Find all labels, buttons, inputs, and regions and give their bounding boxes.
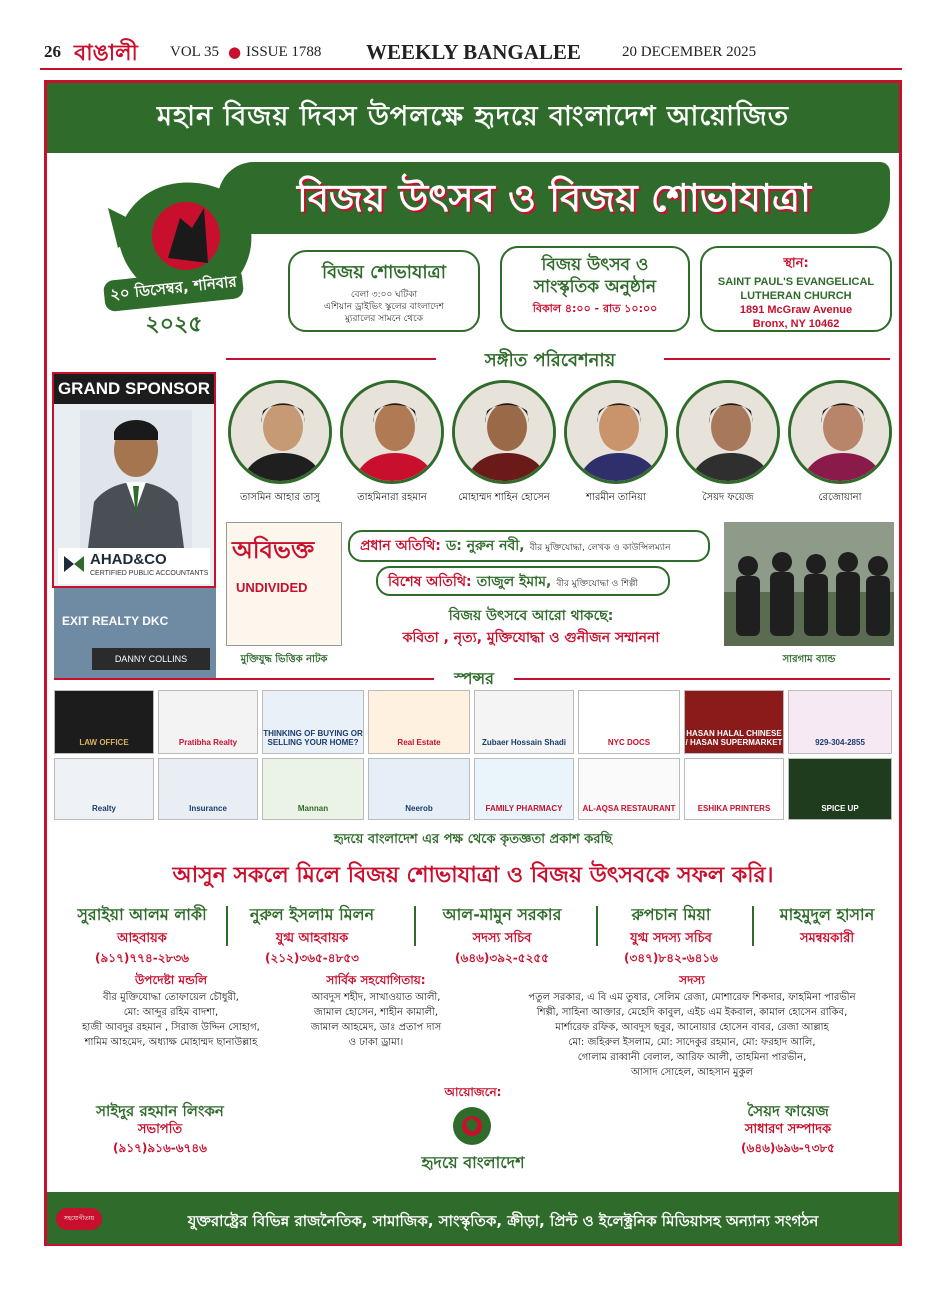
organizer-name: মাহমুদুল হাসান bbox=[779, 905, 875, 924]
organizer-name: সুরাইয়া আলম লাকী bbox=[77, 905, 207, 924]
organizer-phone: (৬৪৬)৩৯২-৫২৫৫ bbox=[455, 951, 549, 965]
sponsor-ad bbox=[684, 758, 784, 820]
sponsor-ad bbox=[54, 690, 154, 754]
procession-line: এশিয়ান ড্রাইভিং স্কুলের বাংলাদেশ bbox=[324, 302, 444, 312]
organizer-phone: (৩৪৭)৮৪২-৬৪১৬ bbox=[624, 951, 718, 965]
sponsor-ad bbox=[368, 690, 470, 754]
member-line: মার্শারেফ রফিক, আবদুস ছবুর, আনোয়ার হোসেন বাবর, রেজা আল্লাহ bbox=[555, 1022, 829, 1033]
general-secretary-name: সৈয়দ ফায়েজ bbox=[747, 1102, 829, 1120]
procession-box bbox=[288, 250, 480, 332]
cooperation-line: আবদুস শহীদ, সাখাওয়াত আলী, bbox=[311, 992, 441, 1003]
sponsor-ad-label: HASAN HALAL CHINESE / HASAN SUPERMARKET bbox=[685, 729, 783, 747]
singer-name: তাসমিন আহার তাসু bbox=[239, 492, 321, 503]
sponsor-ad-label: SPICE UP bbox=[821, 804, 859, 813]
organizer-logo-icon bbox=[444, 1104, 500, 1148]
slogan: আসুন সকলে মিলে বিজয় শোভাযাত্রা ও বিজয় উৎসবকে সফল করি। bbox=[172, 863, 774, 888]
realtor-name: DANNY COLLINS bbox=[92, 648, 210, 670]
member-line: গোলাম রাব্বানী বেলাল, আরিফ আলী, তাহমিনা পারভীন, bbox=[577, 1052, 807, 1063]
members-title: সদস্য bbox=[679, 973, 705, 987]
sponsor-ad bbox=[474, 758, 574, 820]
sponsor-ad bbox=[262, 690, 364, 754]
sponsor-company: AHAD&CO bbox=[90, 551, 167, 568]
organizer-role: সমন্বয়কারী bbox=[799, 931, 855, 946]
sponsors-heading: স্পন্সর bbox=[454, 669, 494, 688]
president-role: সভাপতি bbox=[137, 1122, 183, 1137]
cooperation-title: সার্বিক সহযোগিতায়: bbox=[326, 973, 426, 987]
issue-label: ISSUE 1788 bbox=[246, 44, 322, 60]
also-heading: বিজয় উৎসবে আরো থাকছে: bbox=[448, 608, 614, 624]
singer-photo bbox=[228, 380, 332, 484]
organizer-role: যুগ্ম আহবায়ক bbox=[275, 931, 349, 946]
organizer-phone: (৯১৭)৭৭৪-২৮৩৬ bbox=[95, 951, 189, 965]
organizer-label: আয়োজনে: bbox=[444, 1085, 502, 1099]
sponsor-ad bbox=[158, 690, 258, 754]
organizer-name: রুপচান মিয়া bbox=[631, 905, 711, 924]
publication-title: WEEKLY BANGALEE bbox=[366, 40, 581, 64]
member-line: পতুল সরকার, এ বি এম তুষার, সেলিম রেজা, মোশারেফ শিকদার, ফাহমিনা পারভীন bbox=[528, 992, 856, 1003]
sponsor-ad-label: LAW OFFICE bbox=[79, 738, 129, 747]
organizer-role: সদস্য সচিব bbox=[472, 931, 532, 946]
organizer-role: যুগ্ম সদস্য সচিব bbox=[630, 931, 712, 946]
column-separator bbox=[226, 906, 232, 946]
festival-box bbox=[500, 246, 690, 332]
band-caption: সারগাম ব্যান্ড bbox=[782, 654, 836, 665]
advisors-list bbox=[52, 990, 290, 1050]
sponsor-ad bbox=[262, 758, 364, 820]
sponsor-ad bbox=[578, 690, 680, 754]
organizer-name: নুরুল ইসলাম মিলন bbox=[249, 905, 375, 924]
members-list bbox=[488, 990, 896, 1080]
venue-line: LUTHERAN CHURCH bbox=[740, 290, 852, 302]
organizer-phone: (২১২)৩৬৫-৪৮৫৩ bbox=[265, 951, 359, 965]
sponsor-ad bbox=[474, 690, 574, 754]
sponsor-ad bbox=[368, 758, 470, 820]
procession-line: ম্যুরালের সামনে থেকে bbox=[344, 314, 424, 324]
thanks-line: হৃদয়ে বাংলাদেশ এর পক্ষ থেকে কৃতজ্ঞতা প্রকাশ করছি bbox=[333, 832, 613, 847]
sponsor-ad bbox=[578, 758, 680, 820]
singer-photo bbox=[564, 380, 668, 484]
footer-badge: সহযোগীতায় bbox=[56, 1208, 102, 1230]
special-guest-desc: বীর মুক্তিযোদ্ধা ও শিল্পী bbox=[556, 579, 638, 589]
footer-text: যুক্তরাষ্ট্রের বিভিন্ন রাজনৈতিক, সামাজিক, সাংস্কৃতিক, ক্রীড়া, প্রিন্ট ও ইলেক্ট্রনিক মিডিয়াসহ অন্যান্য সংগঠন bbox=[187, 1212, 819, 1230]
singer-name: শারমীন তানিয়া bbox=[586, 492, 646, 503]
separator-dot-icon: ● bbox=[228, 43, 242, 61]
procession-title: বিজয় শোভাযাত্রা bbox=[322, 262, 446, 283]
cooperation-line: জামাল হোসেন, শাহীন কামালী, bbox=[313, 1007, 438, 1018]
venue-label: স্থান: bbox=[783, 256, 809, 271]
organizer-name: আল-মামুন সরকার bbox=[442, 905, 562, 924]
festival-time: বিকাল ৪:০০ - রাত ১০:০০ bbox=[532, 302, 658, 315]
organizer-role: আহবায়ক bbox=[117, 931, 167, 946]
singer-photo bbox=[788, 380, 892, 484]
sponsor-ad bbox=[158, 758, 258, 820]
singer-name: তাহমিনারা রহমান bbox=[357, 492, 427, 503]
festival-title-line1: বিজয় উৎসব ও bbox=[541, 255, 649, 275]
sponsor-ad bbox=[684, 690, 784, 754]
sponsor-ad-label: Neerob bbox=[405, 804, 433, 813]
sponsor-ad bbox=[788, 690, 892, 754]
realty-name: EXIT REALTY DKC bbox=[62, 614, 169, 628]
sponsor-ad-label: FAMILY PHARMACY bbox=[485, 804, 563, 813]
volume-label: VOL 35 bbox=[170, 44, 220, 60]
organizer-block bbox=[54, 902, 230, 970]
event-date-line2: ২০২৫ bbox=[145, 312, 203, 337]
main-title: বিজয় উৎসব ও বিজয় শোভাযাত্রা bbox=[297, 176, 811, 220]
ahad-logo-icon bbox=[62, 552, 86, 576]
venue-line: Bronx, NY 10462 bbox=[752, 318, 840, 330]
cooperation-line: ও ঢাকা ড্রামা। bbox=[348, 1037, 404, 1048]
divider bbox=[54, 678, 434, 680]
singer-photo bbox=[340, 380, 444, 484]
singer-name: সৈয়দ ফয়েজ bbox=[702, 492, 754, 503]
sponsor-ad-label: Real Estate bbox=[397, 738, 441, 747]
header-rule bbox=[40, 68, 902, 70]
advisor-line: হাজী আবদুর রহমান , সিরাজ উদ্দিন সোহাগ, bbox=[82, 1022, 260, 1033]
column-separator bbox=[596, 906, 602, 946]
special-guest-label: বিশেষ অতিথি: bbox=[388, 574, 472, 590]
event-date-badge bbox=[78, 274, 270, 336]
organizer-name: হৃদয়ে বাংলাদেশ bbox=[421, 1153, 525, 1172]
chief-guest-name: ড: নুরুন নবী, bbox=[446, 538, 525, 554]
play-caption: মুক্তিযুদ্ধ ভিত্তিক নাটক bbox=[240, 654, 328, 665]
chief-guest-label: প্রধান অতিথি: bbox=[360, 538, 441, 554]
cooperation-list bbox=[292, 990, 460, 1050]
singer-name: মোহাম্মদ শাহিন হোসেন bbox=[458, 492, 550, 503]
column-separator bbox=[752, 906, 758, 946]
sponsor-ad-label: Pratibha Realty bbox=[178, 738, 238, 747]
cooperation-line: জামাল আহমেদ, ডাঃ প্রতাপ দাস bbox=[310, 1022, 442, 1033]
sponsor-company-sub: CERTIFIED PUBLIC ACCOUNTANTS bbox=[90, 570, 209, 577]
singer-photo bbox=[452, 380, 556, 484]
sponsor-ad-label: THINKING OF BUYING OR SELLING YOUR HOME? bbox=[263, 729, 363, 747]
main-title-banner bbox=[218, 162, 890, 234]
sponsor-ad-label: ESHIKA PRINTERS bbox=[697, 804, 771, 813]
event-date-line1: ২০ ডিসেম্বর, শনিবার bbox=[103, 267, 245, 312]
sponsor-ad-label: 929-304-2855 bbox=[815, 738, 865, 747]
sponsor-ad-label: Realty bbox=[91, 804, 116, 813]
also-list: কবিতা , নৃত্য, মুক্তিযোদ্ধা ও গুনীজন সম্মাননা bbox=[402, 630, 660, 646]
special-guest-box bbox=[376, 566, 670, 596]
advisor-line: বীর মুক্তিযোদ্ধা তোফায়েল চৌধুরী, bbox=[103, 992, 239, 1003]
sponsor-ad-label: Insurance bbox=[189, 804, 227, 813]
sponsor-ad-label: AL-AQSA RESTAURANT bbox=[582, 804, 676, 813]
singer-name: রেজোয়ানা bbox=[818, 492, 862, 503]
singer-photo bbox=[676, 380, 780, 484]
divider bbox=[664, 358, 890, 360]
organizer-block bbox=[596, 902, 746, 970]
member-line: আসাদ সোহেল, আহসান মুকুল bbox=[631, 1067, 753, 1078]
play-en-title: UNDIVIDED bbox=[236, 580, 308, 595]
play-title: অবিভক্ত bbox=[232, 536, 315, 564]
organizer-block bbox=[224, 902, 400, 970]
page-number: 26 bbox=[44, 42, 61, 61]
sponsor-portrait-icon bbox=[80, 410, 192, 548]
general-secretary-phone: (৬৪৬)৬৯৬-৭৩৮৫ bbox=[741, 1141, 835, 1155]
sponsor-ad-label: Mannan bbox=[297, 804, 329, 813]
venue-box bbox=[700, 246, 892, 332]
top-banner-text: মহান বিজয় দিবস উপলক্ষে হৃদয়ে বাংলাদেশ আয়োজিত bbox=[156, 101, 790, 132]
special-guest-name: তাজুল ইমাম, bbox=[476, 574, 552, 590]
procession-line: বেলা ৩:০০ ঘটিকা bbox=[350, 290, 418, 300]
divider bbox=[226, 358, 436, 360]
venue-line: 1891 McGraw Avenue bbox=[739, 304, 853, 316]
member-line: মো: জহিরুল ইসলাম, মো: সাদেকুর রহমান, মো: ফরহাদ আলি, bbox=[568, 1037, 816, 1048]
newspaper-logo: বাঙালী bbox=[74, 40, 138, 66]
president-name: সাইদুর রহমান লিংকন bbox=[96, 1102, 224, 1120]
divider bbox=[514, 678, 890, 680]
issue-date: 20 DECEMBER 2025 bbox=[622, 44, 757, 60]
advisors-title: উপদেষ্টা মন্ডলি bbox=[134, 973, 208, 987]
sponsor-ad-label: Zubaer Hossain Shadi bbox=[481, 738, 567, 747]
sponsor-ad-label: NYC DOCS bbox=[607, 738, 651, 747]
sponsor-ad bbox=[54, 758, 154, 820]
chief-guest-box bbox=[348, 530, 710, 562]
chief-guest-desc: বীর মুক্তিযোদ্ধা, লেখক ও কাউন্সিলম্যান bbox=[529, 543, 671, 553]
member-line: শিল্পী, সাহিনা আক্তার, মেহেদি কাবুল, এইচ এম ইকবাল, কামাল হোসেন রাকিব, bbox=[536, 1007, 848, 1018]
advisor-line: মো: আব্দুর রহিম বাদশা, bbox=[123, 1007, 219, 1018]
festival-title-line2: সাংস্কৃতিক অনুষ্ঠান bbox=[533, 277, 657, 297]
sponsor-ad bbox=[788, 758, 892, 820]
music-heading: সঙ্গীত পরিবেশনায় bbox=[484, 350, 616, 371]
grand-sponsor-label: GRAND SPONSOR bbox=[54, 374, 214, 404]
band-photo-icon bbox=[724, 522, 894, 646]
organizer-block bbox=[754, 902, 900, 950]
general-secretary-role: সাধারণ সম্পাদক bbox=[744, 1122, 832, 1137]
advisor-line: শামিম আহমেদ, অধ্যাক্ষ মোহাম্মদ ছানাউল্লাহ bbox=[84, 1037, 258, 1048]
column-separator bbox=[414, 906, 420, 946]
organizer-block bbox=[414, 902, 590, 970]
venue-line: SAINT PAUL'S EVANGELICAL bbox=[717, 276, 875, 288]
president-phone: (৯১৭)৯১৬-৬৭৪৬ bbox=[113, 1141, 207, 1155]
